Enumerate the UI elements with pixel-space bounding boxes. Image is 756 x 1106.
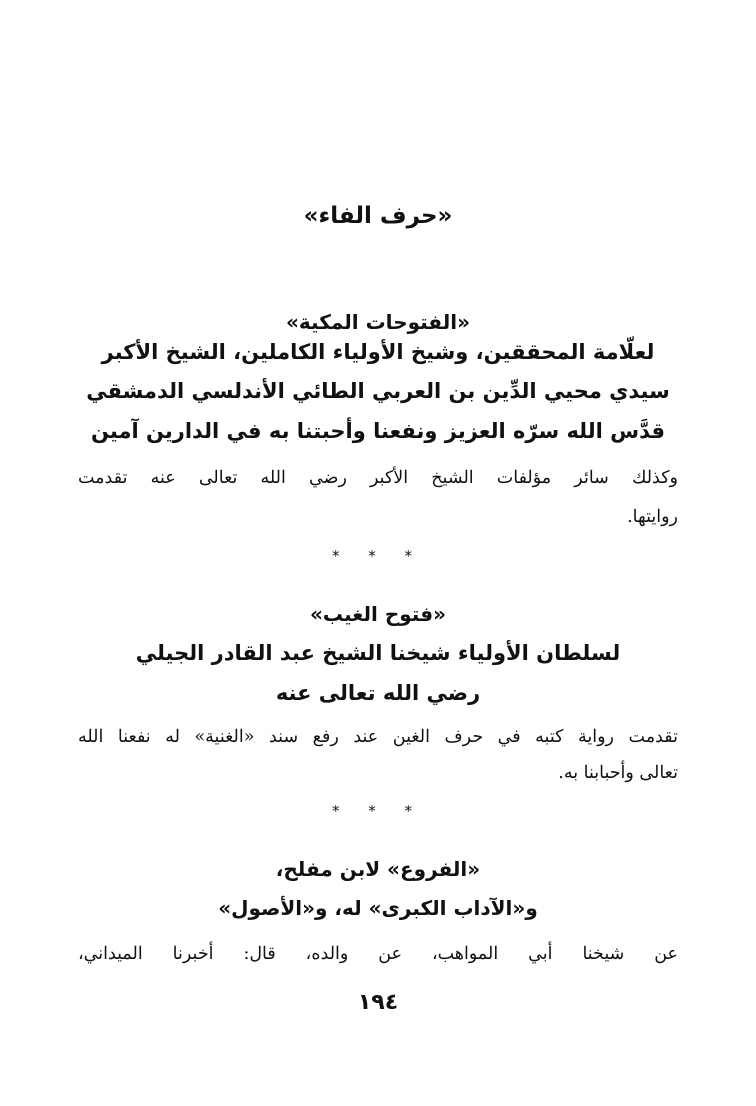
- entry-body-line: تقدمت رواية كتبه في حرف الغين عند رفع سند «الغنية» له نفعنا الله: [78, 727, 678, 747]
- entry-author-line: لعلّامة المحققين، وشيخ الأولياء الكاملين، الشيخ الأكبر: [101, 340, 655, 364]
- entry-title-alfuru: «الفروع» لابن مفلح،: [275, 857, 481, 881]
- section-title: «حرف الفاء»: [303, 203, 453, 229]
- entry-title-futuh-alghayb: «فتوح الغيب»: [309, 602, 446, 626]
- separator-stars: * * *: [331, 547, 425, 565]
- separator-stars: * * *: [331, 802, 425, 820]
- entry-body-line: عن شيخنا أبي المواهب، عن والده، قال: أخبرنا الميداني،: [78, 944, 678, 964]
- entry-author-line: سيدي محيي الدِّين بن العربي الطائي الأندلسي الدمشقي: [86, 379, 670, 403]
- entry-author-line: رضي الله تعالى عنه: [275, 681, 481, 705]
- page-number: ١٩٤: [357, 990, 399, 1015]
- entry-author-line: قدَّس الله سرّه العزيز ونفعنا وأحبتنا به في الدارين آمين: [90, 419, 666, 443]
- entry-title-futuhat: «الفتوحات المكية»: [286, 310, 470, 334]
- entry-body-line: وكذلك سائر مؤلفات الشيخ الأكبر رضي الله تعالى عنه تقدمت: [78, 468, 678, 488]
- entry-title-aladab: و«الآداب الكبرى» له، و«الأصول»: [218, 896, 538, 920]
- entry-body-line: تعالى وأحبابنا به.: [558, 763, 678, 783]
- entry-author-line: لسلطان الأولياء شيخنا الشيخ عبد القادر الجيلي: [135, 641, 621, 665]
- entry-body-line: روايتها.: [627, 507, 678, 527]
